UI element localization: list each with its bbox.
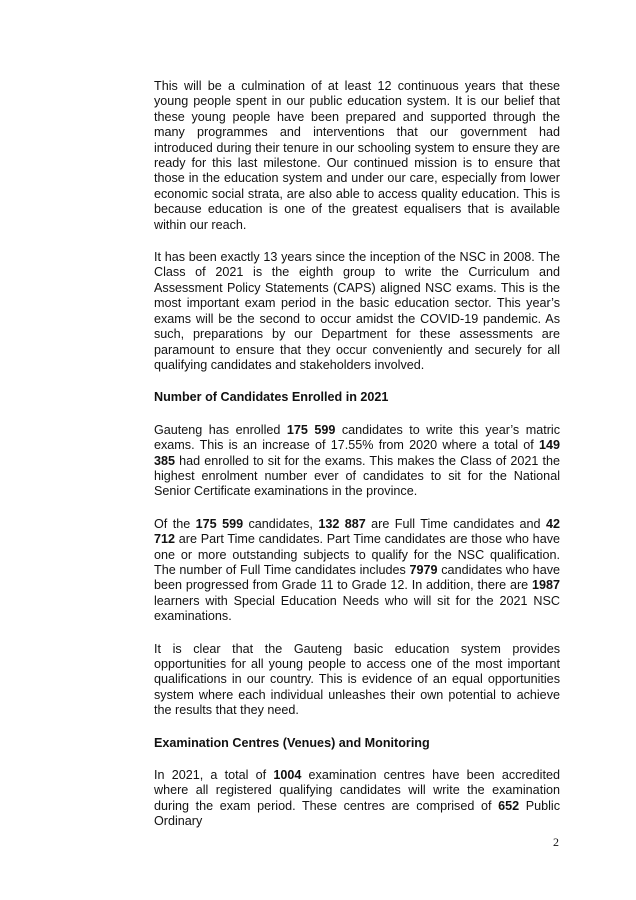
bold-figure-full-time: 132 887 (318, 516, 366, 531)
text-run: In 2021, a total of (154, 768, 274, 783)
paragraph-exam-centres (154, 768, 560, 830)
text-run: candidates who have been progressed from Grade 11 to Grade 12. In addition, there are (154, 562, 560, 593)
bold-figure-special-needs: 1987 (531, 578, 560, 593)
bold-figure-part-time: 42 712 (154, 516, 560, 547)
text-run: learners with Special Education Needs who will sit for the 2021 NSC examinations. (154, 593, 560, 624)
paragraph-equal-opportunities: It is clear that the Gauteng basic education system provides opportunities for all young people to access one of the most important qualifications in our country. This is evidence of an equal opportunities system where each individual unleashes their own potential to achieve the results that they need. (154, 641, 560, 718)
bold-figure-public-ordinary: 652 (498, 798, 520, 813)
bold-figure-total: 175 599 (195, 516, 244, 531)
text-run: are Full Time candidates and (365, 516, 546, 531)
heading-examination-centres: Examination Centres (Venues) and Monitoring (154, 735, 430, 750)
text-run: are Part Time candidates. Part Time candidates are those who have one or more outstanding subjects to qualify for the NSC qualification. The number of Full Time candidates includes (154, 532, 560, 577)
text-run: had enrolled to sit for the exams. This makes the Class of 2021 the highest enrolment number ever of candidates to sit for the National Senior Certificate examinations in the province. (154, 453, 560, 499)
paragraph-candidate-breakdown (154, 517, 560, 625)
bold-figure-2020-total: 149 385 (154, 438, 560, 468)
text-run: candidates, (243, 516, 319, 531)
paragraph-culmination: This will be a culmination of at least 12 continuous years that these young people spent in our public education system. It is our belief that these young people have been prepared and supported through the many programmes and interventions that our government had introduced during their tenure in our schooling system to ensure they are ready for this last milestone. Our continued mission is to ensure that those in the education system and under our care, especially from lower economic social strata, are also able to access quality education. This is because education is one of the greatest equalisers that is available within our reach. (154, 79, 560, 232)
page-number: 2 (553, 835, 559, 849)
text-run: candidates to write this year’s matric exams. This is an increase of 17.55% from 2020 where a total of (154, 422, 560, 453)
text-run: Gauteng has enrolled (154, 422, 287, 437)
text-run: Public Ordinary (154, 798, 560, 829)
bold-figure-progressed: 7979 (409, 562, 438, 577)
text-run: Of the (154, 516, 196, 531)
paragraph-nsc-inception: It has been exactly 13 years since the inception of the NSC in 2008. The Class of 2021 is the eighth group to write the Curriculum and Assessment Policy Statements (CAPS) aligned NSC exams. This is the most important exam period in the basic education sector. This year’s exams will be the second to occur amidst the COVID-19 pandemic. As such, preparations by our Department for these assessments are paramount to ensure that they occur conveniently and securely for all qualifying candidates and stakeholders involved. (154, 250, 560, 372)
paragraph-enrolment (154, 423, 560, 500)
document-body (154, 79, 560, 847)
bold-figure-enrolled: 175 599 (286, 422, 336, 437)
text-run: examination centres have been accredited where all registered qualifying candidates will write the examination during the exam period. These centres are comprised of (154, 768, 560, 813)
heading-candidates-enrolled: Number of Candidates Enrolled in 2021 (154, 390, 389, 405)
bold-figure-centres: 1004 (273, 768, 302, 783)
